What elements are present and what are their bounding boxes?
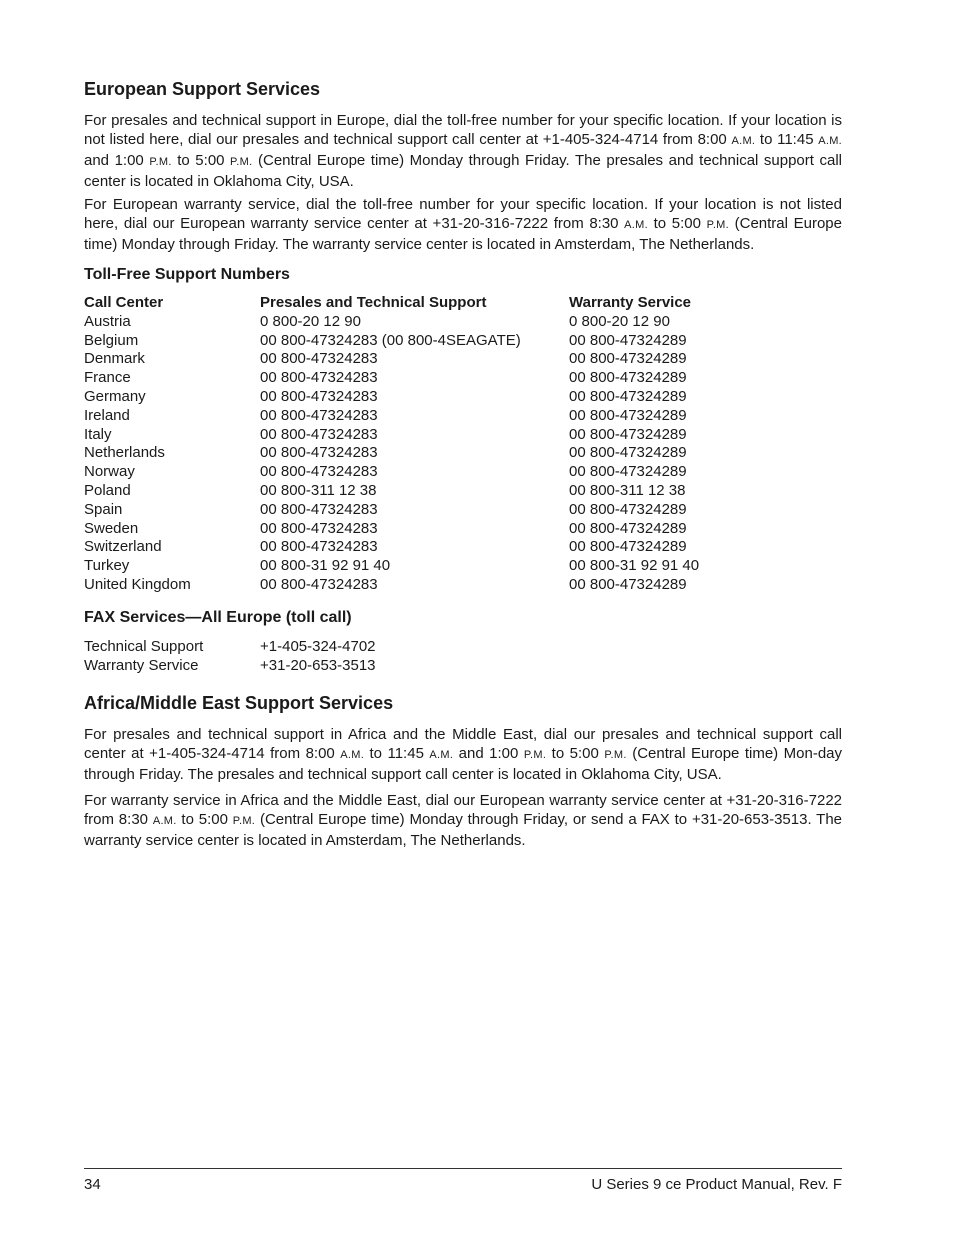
presales-number-cell: 00 800-311 12 38 [260,481,377,499]
africa-warranty-paragraph: For warranty service in Africa and the Middle East, dial our European warranty service center at +31-20-316-7222 from 8:30 A.M. to 5:00 P.M. (Central Europe time) Monday through Friday, or send a FAX to +31-20-653-3513. The warranty service center is located in Amsterdam, The Netherlands. [84,792,842,849]
table-row [84,444,842,463]
warranty-number-cell: 00 800-47324289 [569,331,687,349]
table-row [84,407,842,426]
warranty-number-cell: 00 800-47324289 [569,369,687,387]
fax-services-heading: FAX Services—All Europe (toll call) [84,609,352,626]
presales-number-cell: 0 800-20 12 90 [260,312,361,330]
fax-number-cell: +31-20-653-3513 [260,657,376,674]
country-cell: Sweden [84,519,139,537]
table-row [84,501,842,520]
warranty-number-cell: 00 800-47324289 [569,350,687,368]
country-cell: Spain [84,500,123,518]
table-row [84,426,842,445]
country-cell: Turkey [84,557,130,575]
africa-presales-paragraph: For presales and technical support in Africa and the Middle East, dial our presales and technical support call center at +1-405-324-4714 from 8:00 A.M. to 11:45 A.M. and 1:00 P.M. to 5:00 P.M. (Central Europe time) Mon-day through Friday. The presales and technical support call center is located in Oklahoma City, USA. [84,726,842,783]
warranty-number-cell: 00 800-47324289 [569,575,687,593]
european-warranty-paragraph: For European warranty service, dial the toll-free number for your specific location. If your location is not listed here, dial our European warranty service center at +31-20-316-7222 from 8:30 A.M. to 5:00 P.M. (Central Europe time) Monday through Friday. The warranty service center is located in Amsterdam, The Netherlands. [84,196,842,253]
table-row [84,463,842,482]
presales-number-cell: 00 800-47324283 [260,463,378,481]
presales-number-cell: 00 800-47324283 [260,538,378,556]
country-cell: France [84,369,131,387]
table-header-row [84,294,842,313]
presales-number-cell: 00 800-47324283 [260,387,378,405]
table-row [84,388,842,407]
warranty-number-cell: 00 800-311 12 38 [569,481,686,499]
presales-number-cell: 00 800-47324283 [260,519,378,537]
warranty-number-cell: 00 800-47324289 [569,425,687,443]
presales-number-cell: 00 800-47324283 [260,575,378,593]
column-header-presales: Presales and Technical Support [260,294,487,311]
table-row [84,656,842,675]
table-row [84,313,842,332]
presales-number-cell: 00 800-47324283 (00 800-4SEAGATE) [260,331,521,349]
warranty-number-cell: 00 800-47324289 [569,519,687,537]
country-cell: United Kingdom [84,575,191,593]
country-cell: Italy [84,425,112,443]
presales-number-cell: 00 800-47324283 [260,406,378,424]
warranty-number-cell: 00 800-47324289 [569,463,687,481]
european-presales-paragraph: For presales and technical support in Europe, dial the toll-free number for your specific location. If your location is not listed here, dial our presales and technical support call center at +1-405-324-4714 from 8:00 A.M. to 11:45 A.M. and 1:00 P.M. to 5:00 P.M. (Central Europe time) Monday through Friday. The presales and technical support call center is located in Oklahoma City, USA. [84,112,843,190]
table-row [84,369,842,388]
table-row [84,520,842,539]
presales-number-cell: 00 800-47324283 [260,369,378,387]
warranty-number-cell: 00 800-47324289 [569,387,687,405]
table-row [84,557,842,576]
toll-free-heading: Toll-Free Support Numbers [84,266,290,283]
column-header-warranty: Warranty Service [569,294,692,311]
fax-label-cell: Technical Support [84,638,204,655]
presales-number-cell: 00 800-31 92 91 40 [260,557,391,575]
africa-support-heading: Africa/Middle East Support Services [84,693,394,713]
warranty-number-cell: 00 800-47324289 [569,444,687,462]
country-cell: Germany [84,387,146,405]
table-row [84,576,842,595]
presales-number-cell: 00 800-47324283 [260,350,378,368]
fax-label-cell: Warranty Service [84,657,199,674]
country-cell: Switzerland [84,538,162,556]
country-cell: Denmark [84,350,145,368]
presales-number-cell: 00 800-47324283 [260,425,378,443]
warranty-number-cell: 0 800-20 12 90 [569,312,670,330]
toll-free-table [84,294,842,595]
warranty-number-cell: 00 800-47324289 [569,500,687,518]
fax-table [84,637,842,675]
warranty-number-cell: 00 800-31 92 91 40 [569,557,700,575]
column-header-call-center: Call Center [84,294,164,311]
document-title: U Series 9 ce Product Manual, Rev. F [591,1176,842,1193]
table-row [84,482,842,501]
warranty-number-cell: 00 800-47324289 [569,406,687,424]
country-cell: Ireland [84,406,130,424]
table-row [84,350,842,369]
country-cell: Netherlands [84,444,165,462]
table-row [84,332,842,351]
country-cell: Belgium [84,331,139,349]
european-support-heading: European Support Services [84,79,321,99]
table-row [84,637,842,656]
table-row [84,538,842,557]
page-number: 34 [84,1176,101,1193]
presales-number-cell: 00 800-47324283 [260,500,378,518]
warranty-number-cell: 00 800-47324289 [569,538,687,556]
footer-divider [84,1168,842,1169]
country-cell: Norway [84,463,135,481]
fax-number-cell: +1-405-324-4702 [260,638,376,655]
country-cell: Austria [84,312,131,330]
presales-number-cell: 00 800-47324283 [260,444,378,462]
country-cell: Poland [84,481,131,499]
